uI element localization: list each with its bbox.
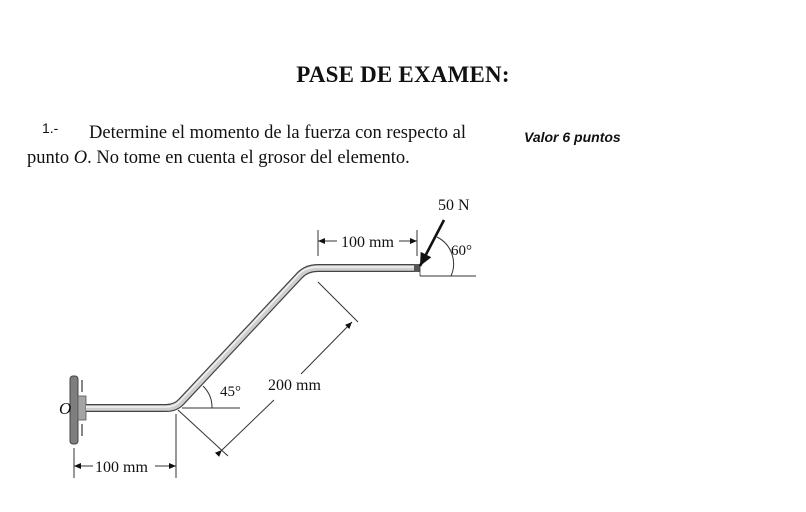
point-o-label: O (59, 399, 72, 418)
bent-rod (86, 264, 420, 408)
bend-angle-label: 45° (220, 384, 241, 400)
question-text-line-1: Determine el momento de la fuerza con respecto al (89, 123, 467, 143)
question-number: 1.- (42, 120, 59, 136)
force-arrow (420, 220, 444, 266)
question-text-line-2-suffix: . No tome en cuenta el grosor del elemento. (87, 148, 410, 168)
question-point-label: O (73, 148, 88, 168)
diagonal-dimension-label: 200 mm (268, 377, 321, 394)
page-title: PASE DE EXAMEN: (296, 62, 510, 87)
wall-support (70, 376, 86, 444)
bottom-dimension-label: 100 mm (95, 459, 148, 476)
top-dimension-label: 100 mm (341, 234, 394, 251)
force-magnitude-label: 50 N (438, 197, 470, 214)
question-text-line-2-prefix: punto (27, 148, 74, 168)
value-note: Valor 6 puntos (524, 129, 621, 145)
force-angle-label: 60° (451, 243, 472, 259)
